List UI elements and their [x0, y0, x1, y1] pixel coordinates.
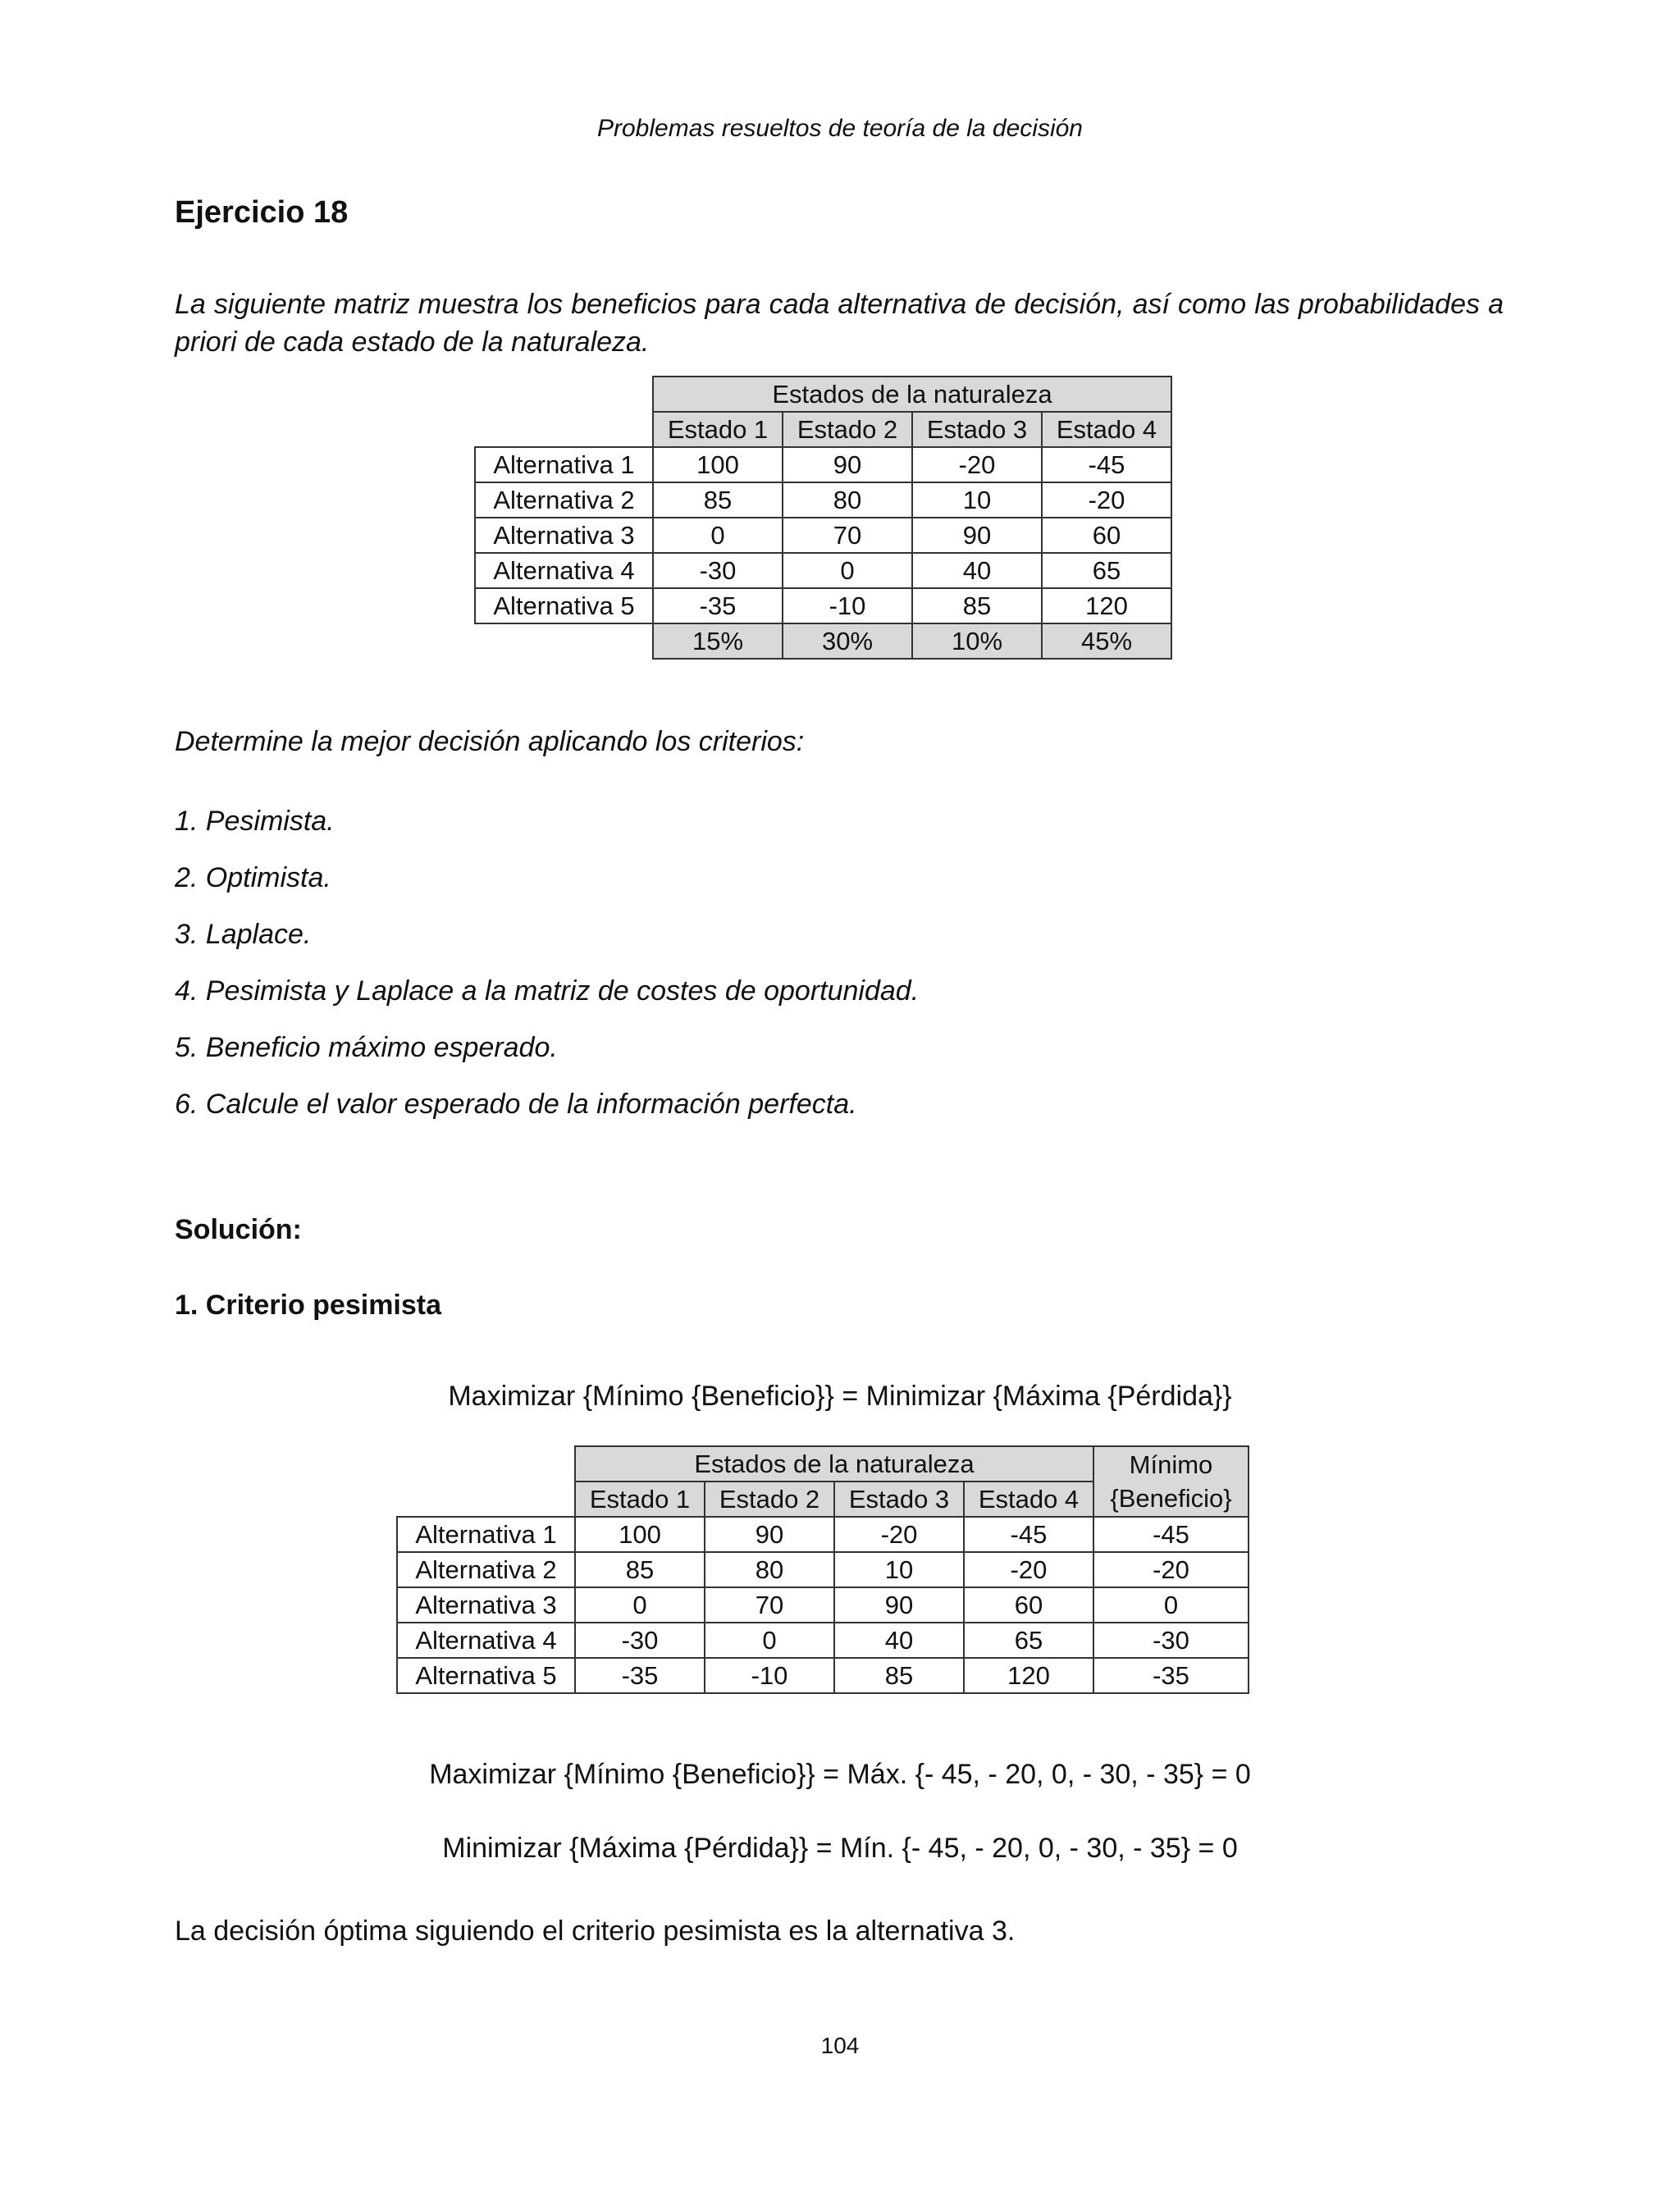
payoff-cell: 80 — [705, 1552, 834, 1587]
minimum-header-line2: {Beneficio} — [1110, 1484, 1232, 1513]
probability-row — [475, 623, 1171, 659]
payoff-cell: 100 — [653, 447, 783, 482]
intro-paragraph: La siguiente matriz muestra los beneficios para cada alternativa de decisión, así como las probabilidades a priori de cada estado de la naturaleza. — [175, 289, 1504, 358]
alternative-label: Alternativa 4 — [397, 1623, 575, 1658]
payoff-cell: -45 — [1042, 447, 1171, 482]
corner-blank — [475, 377, 653, 412]
table-row — [397, 1658, 1249, 1693]
probability-cell: 30% — [783, 623, 912, 659]
payoff-cell: 10 — [834, 1552, 964, 1587]
alternative-label: Alternativa 5 — [475, 588, 653, 623]
states-group-header: Estados de la naturaleza — [653, 377, 1171, 412]
state-header: Estado 4 — [964, 1482, 1093, 1517]
conclusion-text: La decisión óptima siguiendo el criterio pesimista es la alternativa 3. — [175, 1915, 1016, 1947]
payoff-cell: -20 — [1042, 482, 1171, 518]
payoff-cell: 90 — [783, 447, 912, 482]
solution-heading: Solución: — [175, 1214, 302, 1245]
payoff-cell: 70 — [705, 1587, 834, 1623]
probability-cell: 45% — [1042, 623, 1171, 659]
minimum-cell: -20 — [1093, 1552, 1249, 1587]
alternative-label: Alternativa 3 — [475, 518, 653, 553]
page-number: 104 — [820, 2033, 860, 2058]
probability-cell: 10% — [912, 623, 1042, 659]
payoff-cell: -10 — [705, 1658, 834, 1693]
running-header: Problemas resueltos de teoría de la decisión — [596, 115, 1083, 142]
payoff-cell: -20 — [964, 1552, 1093, 1587]
table-row — [475, 588, 1171, 623]
formula-line: Maximizar {Mínimo {Beneficio}} = Máx. {- 45, - 20, 0, - 30, - 35} = 0 — [429, 1759, 1251, 1790]
corner-blank — [397, 1482, 575, 1517]
question-text: Determine la mejor decisión aplicando los criterios: — [175, 726, 805, 757]
payoff-cell: -30 — [653, 553, 783, 588]
state-header: Estado 4 — [1042, 412, 1171, 447]
alternative-label: Alternativa 2 — [475, 482, 653, 518]
payoff-cell: 60 — [1042, 518, 1171, 553]
payoff-cell: -10 — [783, 588, 912, 623]
formula-line: Maximizar {Mínimo {Beneficio}} = Minimizar {Máxima {Pérdida}} — [448, 1381, 1232, 1412]
corner-blank — [475, 412, 653, 447]
state-header: Estado 1 — [575, 1482, 705, 1517]
payoff-cell: 85 — [575, 1552, 705, 1587]
payoff-cell: 120 — [1042, 588, 1171, 623]
payoff-cell: 90 — [705, 1517, 834, 1552]
payoff-cell: 85 — [834, 1658, 964, 1693]
payoff-cell: 70 — [783, 518, 912, 553]
payoff-cell: 90 — [912, 518, 1042, 553]
table-row — [475, 553, 1171, 588]
formula-line: Minimizar {Máxima {Pérdida}} = Mín. {- 45, - 20, 0, - 30, - 35} = 0 — [442, 1833, 1238, 1864]
criteria-list — [175, 802, 919, 1142]
payoff-cell: 0 — [575, 1587, 705, 1623]
list-item: 1. Pesimista. — [175, 806, 335, 837]
state-header: Estado 3 — [912, 412, 1042, 447]
payoff-cell: -30 — [575, 1623, 705, 1658]
corner-blank — [397, 1446, 575, 1482]
payoff-cell: 60 — [964, 1587, 1093, 1623]
criterion-heading: 1. Criterio pesimista — [175, 1290, 442, 1321]
payoff-cell: 40 — [912, 553, 1042, 588]
payoff-cell: 120 — [964, 1658, 1093, 1693]
payoff-cell: 80 — [783, 482, 912, 518]
payoff-cell: -20 — [834, 1517, 964, 1552]
minimum-header — [1093, 1446, 1249, 1517]
state-header: Estado 2 — [783, 412, 912, 447]
payoff-cell: -45 — [964, 1517, 1093, 1552]
payoff-cell: 65 — [1042, 553, 1171, 588]
minimum-header-line1: Mínimo — [1129, 1450, 1213, 1479]
table-row — [397, 1517, 1249, 1552]
minimum-cell: -35 — [1093, 1658, 1249, 1693]
table-row — [397, 1587, 1249, 1623]
table-row — [397, 1552, 1249, 1587]
payoff-cell: 90 — [834, 1587, 964, 1623]
list-item: 3. Laplace. — [175, 919, 312, 950]
list-item: 2. Optimista. — [175, 862, 331, 893]
payoff-cell: 40 — [834, 1623, 964, 1658]
alternative-label: Alternativa 2 — [397, 1552, 575, 1587]
payoff-cell: 100 — [575, 1517, 705, 1552]
table-row — [475, 482, 1171, 518]
table-row — [475, 518, 1171, 553]
payoff-cell: 0 — [783, 553, 912, 588]
payoff-cell: 85 — [912, 588, 1042, 623]
table-row — [475, 447, 1171, 482]
payoff-cell: -35 — [575, 1658, 705, 1693]
list-item: 6. Calcule el valor esperado de la información perfecta. — [175, 1089, 857, 1120]
alternative-label: Alternativa 1 — [475, 447, 653, 482]
minimum-cell: 0 — [1093, 1587, 1249, 1623]
alternative-label: Alternativa 3 — [397, 1587, 575, 1623]
alternative-label: Alternativa 1 — [397, 1517, 575, 1552]
list-item: 4. Pesimista y Laplace a la matriz de costes de oportunidad. — [175, 975, 920, 1007]
corner-blank — [475, 623, 653, 659]
alternative-label: Alternativa 4 — [475, 553, 653, 588]
payoff-cell: -35 — [653, 588, 783, 623]
minimum-cell: -45 — [1093, 1517, 1249, 1552]
payoff-cell: 0 — [705, 1623, 834, 1658]
payoff-cell: 0 — [653, 518, 783, 553]
payoff-cell: -20 — [912, 447, 1042, 482]
probability-cell: 15% — [653, 623, 783, 659]
list-item: 5. Beneficio máximo esperado. — [175, 1032, 558, 1063]
pessimistic-table — [396, 1445, 1249, 1694]
payoff-cell: 10 — [912, 482, 1042, 518]
alternative-label: Alternativa 5 — [397, 1658, 575, 1693]
payoff-cell: 85 — [653, 482, 783, 518]
payoff-cell: 65 — [964, 1623, 1093, 1658]
table-row — [397, 1623, 1249, 1658]
state-header: Estado 2 — [705, 1482, 834, 1517]
state-header: Estado 1 — [653, 412, 783, 447]
minimum-cell: -30 — [1093, 1623, 1249, 1658]
payoff-table — [474, 376, 1172, 660]
states-group-header: Estados de la naturaleza — [575, 1446, 1093, 1482]
state-header: Estado 3 — [834, 1482, 964, 1517]
exercise-title: Ejercicio 18 — [175, 195, 349, 230]
